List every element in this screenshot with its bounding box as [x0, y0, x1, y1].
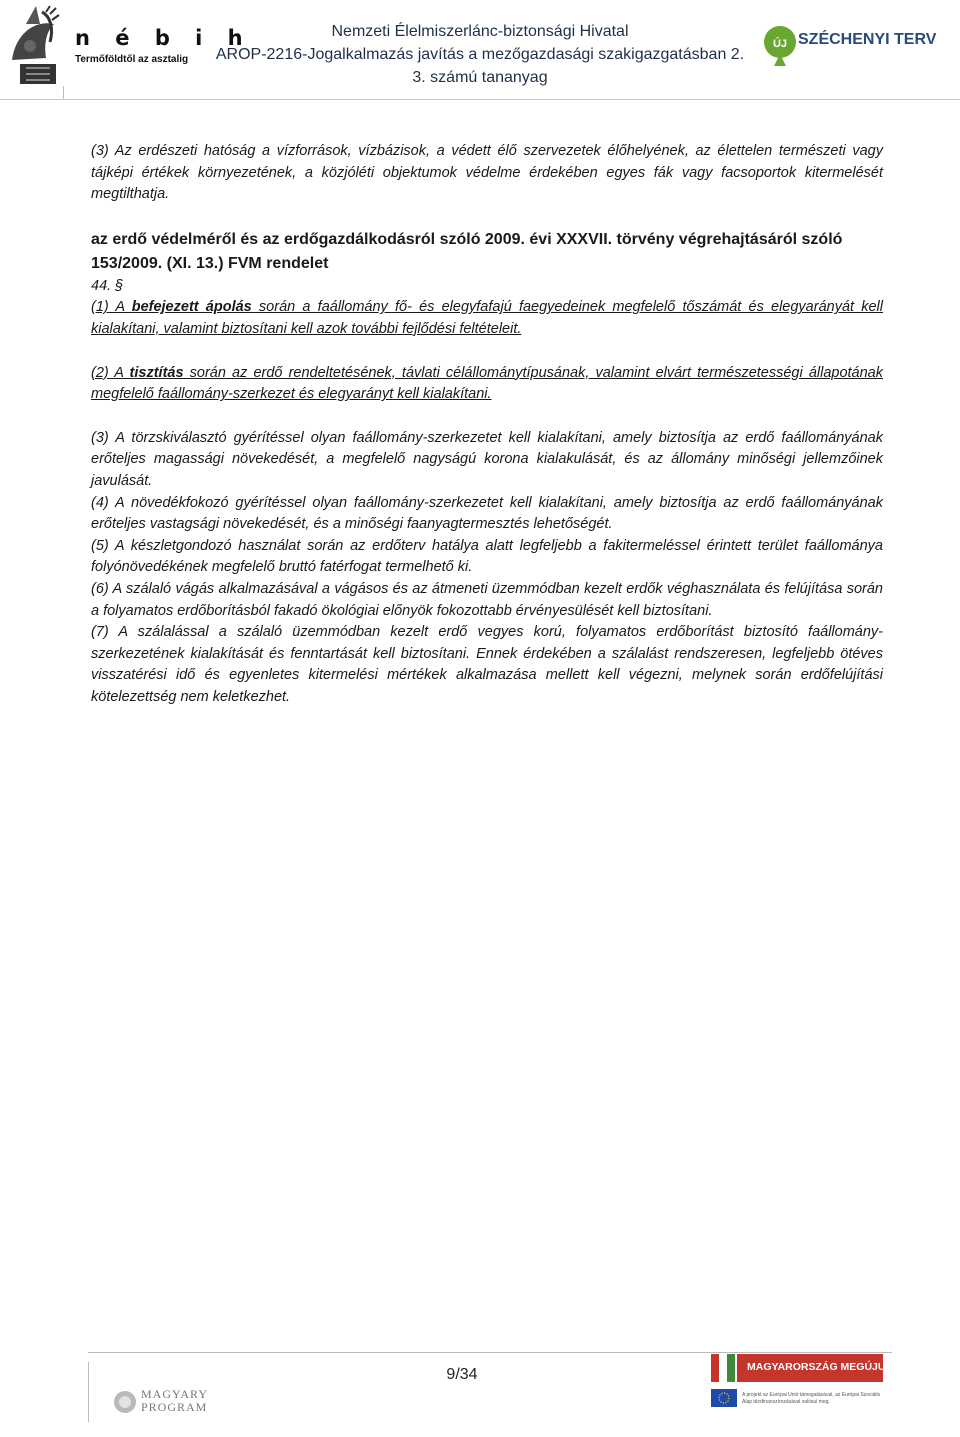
- szechenyi-label: SZÉCHENYI TERV: [798, 31, 937, 48]
- magyarorszag-megujul-label: MAGYARORSZÁG MEGÚJUL: [747, 1361, 892, 1373]
- paragraph-1-lead: (1) A: [91, 299, 132, 316]
- paragraph-3: (3) A törzskiválasztó gyérítéssel olyan faállomány-szerkezetet kell kialakítani, amely biztosítja az erdő faállományának erőteljes magassági növekedését, a megfelelő nagyságú korona kialakulását, és az állomány minőségi jellemzőinek javulását.: [91, 429, 883, 489]
- paragraph-intro: (3) Az erdészeti hatóság a vízforrások, vízbázisok, a védett élő szervezetek élőhelyének, az élettelen természeti vagy tájképi értékek környezetének, a közjóléti objektumok védelme érdekében egyes fák vagy facsoportok kitermelését megtilthatja.: [91, 143, 883, 203]
- material-number: 3. számú tananyag: [412, 69, 548, 86]
- paragraph-2-lead: (2) A: [91, 364, 130, 381]
- magyary-line2: PROGRAM: [141, 1400, 208, 1414]
- paragraph-1: [91, 297, 883, 340]
- paragraph-5: (5) A készletgondozó használat során az erdőterv hatálya alatt legfeljebb a fakitermeléssel érintett terület faállománya folyónövedékének megfelelő bruttó fatérfogat termelhető ki.: [91, 537, 883, 576]
- paragraph-2-rest: során az erdő rendeltetésének, távlati célállománytípusának, valamint elvárt természetességi állapotának megfelelő faállomány-szerkezet és elegyarányt kell kialakítani.: [91, 364, 884, 403]
- eu-flag-icon: [711, 1389, 737, 1407]
- section-number: 44. §: [91, 277, 124, 294]
- eu-funding-note: A projekt az Európai Unió támogatásával, az Európai Szociális Alap társfinanszírozásával valósul meg.: [742, 1392, 881, 1405]
- header-divider-short: [63, 86, 64, 100]
- szechenyi-uj-label: ÚJ: [772, 38, 788, 50]
- paragraph-6: (6) A szálaló vágás alkalmazásával a vágásos és az átmeneti üzemmódban kezelt erdők véghasználata és felújítása során a folyamatos erdőborításból fakadó ökológiai előnyök fokozottabb érvényesülését kell biztosítani.: [91, 580, 883, 619]
- project-name: AROP-2216-Jogalkalmazás javítás a mezőgazdasági szakigazgatásban 2.: [215, 46, 745, 63]
- paragraph-2: [91, 363, 883, 406]
- header-divider: [0, 99, 960, 100]
- magyary-line1: MAGYARY: [141, 1387, 209, 1401]
- nebih-logo-icon: [6, 2, 70, 94]
- header-titles: [200, 20, 760, 89]
- brand-name: n é b i h: [75, 26, 252, 50]
- law-title: az erdő védelméről és az erdőgazdálkodásról szóló 2009. évi XXXVII. törvény végrehajtásáról szóló 153/2009. (XI. 13.) FVM rendelet: [91, 230, 843, 272]
- page-number: 9/34: [446, 1366, 478, 1383]
- paragraph-4: (4) A növedékfokozó gyérítéssel olyan faállomány-szerkezetet kell kialakítani, amely biztosítja az erdő faállományának erőteljes vastagsági növekedését, és a minőségi faanyagtermesztés lehetőségét.: [91, 494, 883, 533]
- footer-vertical-divider: [88, 1362, 89, 1422]
- brand-tagline: Termőföldtől az asztalig: [75, 54, 189, 65]
- agency-name: Nemzeti Élelmiszerlánc-biztonsági Hivatal: [331, 23, 629, 40]
- paragraph-7: (7) A szálalással a szálaló üzemmódban kezelt erdő vegyes korú, folyamatos erdőborítást biztosító faállomány-szerkezetének kialakítását és fenntartását kell biztosítani. Ennek érdekében a szálalást rendszeresen, legfeljebb ötéves visszatérési idő és egyenletes kitermelési mértékek alkalmazása mellett kell végezni, melynek során erdőfelújítási kötelezettség nem keletkezhet.: [91, 624, 883, 705]
- footer-divider: [88, 1352, 892, 1353]
- magyary-program-label: [141, 1388, 208, 1414]
- paragraph-2-term: tisztítás: [129, 364, 184, 381]
- paragraph-1-term: befejezett ápolás: [131, 299, 252, 316]
- document-body: [91, 141, 883, 708]
- page-header: [0, 0, 960, 100]
- paragraph-1-rest: során a faállomány fő- és elegyfafajú faegyedeinek megfelelő tőszámát és elegyarányát kell kialakítani, valamint biztosítani kell azok további fejlődési feltételeit.: [91, 299, 884, 337]
